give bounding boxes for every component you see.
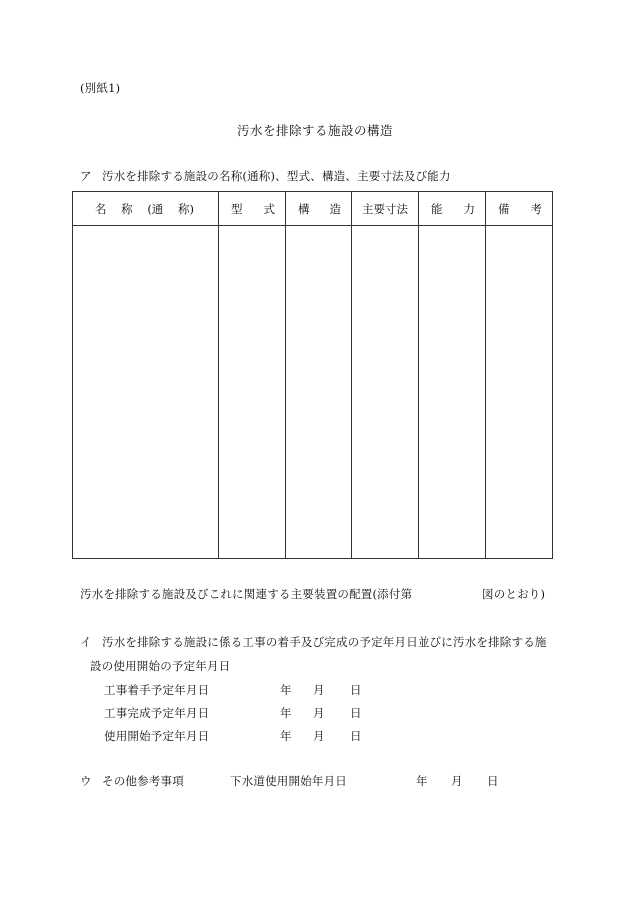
facility-table xyxy=(72,191,553,559)
day-unit: 日 xyxy=(350,729,362,743)
section-i-marker: イ xyxy=(80,635,92,649)
layout-line xyxy=(80,586,546,602)
date-row-construction-start xyxy=(104,682,362,698)
header-name: 名 称 (通 称) xyxy=(73,192,219,226)
section-a-marker: ア xyxy=(80,169,92,183)
header-structure: 構 造 xyxy=(286,192,352,226)
header-dimensions: 主要寸法 xyxy=(352,192,419,226)
cell-capacity[interactable] xyxy=(419,226,486,559)
header-capacity: 能 力 xyxy=(419,192,486,226)
month-unit: 月 xyxy=(313,706,325,720)
section-u-marker: ウ xyxy=(80,774,92,788)
date-row-construction-complete xyxy=(104,705,362,721)
table-body-row xyxy=(73,226,553,559)
cell-remarks[interactable] xyxy=(486,226,553,559)
month-unit: 月 xyxy=(313,729,325,743)
layout-text: 汚水を排除する施設及びこれに関連する主要装置の配置(添付第 xyxy=(80,587,413,601)
date-row-label: 工事完成予定年月日 xyxy=(104,706,210,720)
section-i-heading-line2: 設の使用開始の予定年月日 xyxy=(90,659,231,673)
date-row-usage-start xyxy=(104,728,362,744)
section-a-heading-text: 汚水を排除する施設の名称(通称)、型式、構造、主要寸法及び能力 xyxy=(102,169,451,183)
year-unit: 年 xyxy=(280,729,292,743)
month-unit: 月 xyxy=(451,774,463,788)
section-i-heading xyxy=(80,634,547,650)
year-unit: 年 xyxy=(280,683,292,697)
section-u-title: その他参考事項 xyxy=(102,774,184,788)
section-a-heading xyxy=(80,168,451,184)
cell-dimensions[interactable] xyxy=(352,226,419,559)
month-unit: 月 xyxy=(313,683,325,697)
table-header-row xyxy=(73,192,553,226)
section-i-heading-line1: 汚水を排除する施設に係る工事の着手及び完成の予定年月日並びに汚水を排除する施 xyxy=(102,635,547,649)
day-unit: 日 xyxy=(350,706,362,720)
annex-label: (別紙1) xyxy=(80,81,121,95)
cell-type[interactable] xyxy=(219,226,286,559)
date-row-label: 工事着手予定年月日 xyxy=(104,683,210,697)
date-row-label: 使用開始予定年月日 xyxy=(104,729,210,743)
section-u-line xyxy=(80,773,499,789)
cell-structure[interactable] xyxy=(286,226,352,559)
figure-reference: 図のとおり) xyxy=(482,587,546,601)
day-unit: 日 xyxy=(487,774,499,788)
cell-name[interactable] xyxy=(73,226,219,559)
page-title: 汚水を排除する施設の構造 xyxy=(236,123,393,138)
day-unit: 日 xyxy=(350,683,362,697)
year-unit: 年 xyxy=(416,774,428,788)
header-type: 型 式 xyxy=(219,192,286,226)
sewer-start-label: 下水道使用開始年月日 xyxy=(230,774,347,788)
header-remarks: 備 考 xyxy=(486,192,553,226)
year-unit: 年 xyxy=(280,706,292,720)
